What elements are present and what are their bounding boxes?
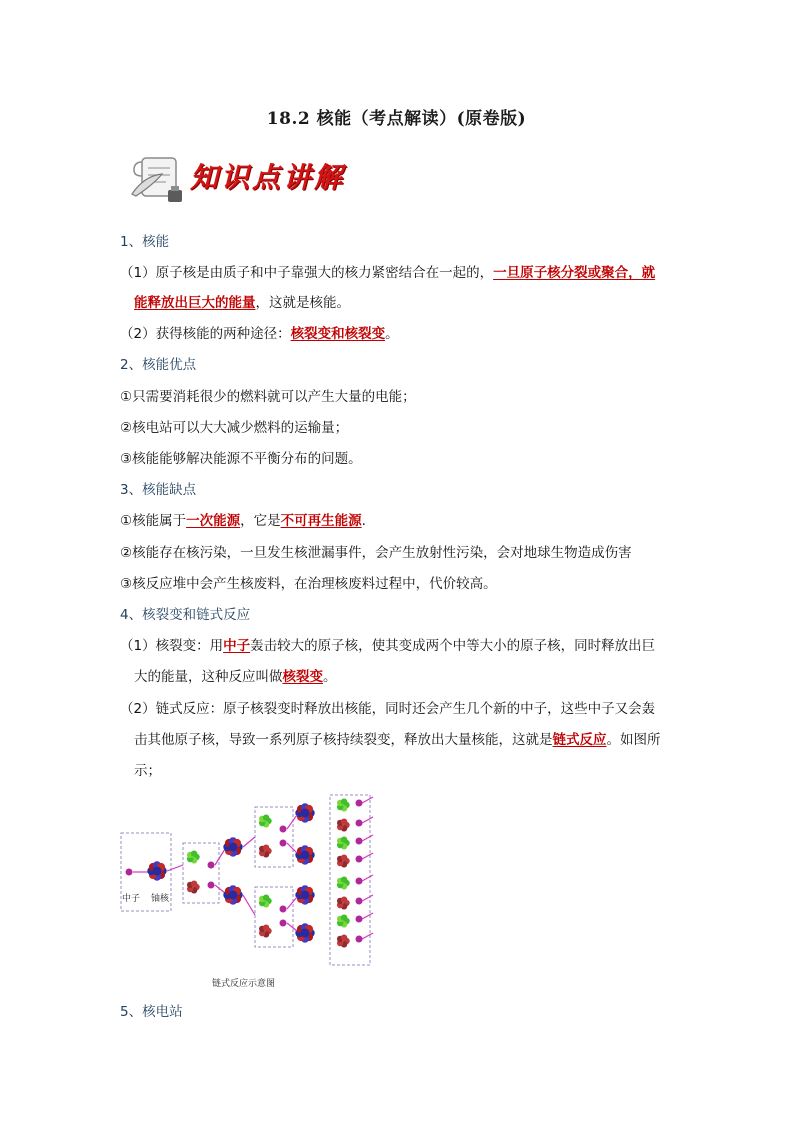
text: （1）核裂变：用	[120, 638, 224, 654]
text: （2）获得核能的两种途径：	[120, 326, 291, 342]
scroll-quill-icon	[128, 150, 190, 206]
text: 轰击较大的原子核，使其变成两个中等大小的原子核，同时释放出巨	[250, 638, 656, 654]
list-item: ①只需要消耗很少的燃料就可以产生大量的电能；	[120, 389, 416, 405]
arrow	[287, 843, 297, 853]
fragment-particle	[263, 924, 269, 930]
arrow	[215, 885, 225, 893]
paragraph-4-2: （2）链式反应：原子核裂变时释放出核能，同时还会产生几个新的中子，这些中子又会轰	[120, 701, 656, 717]
neutron	[280, 826, 287, 833]
text: 。如图所	[606, 732, 661, 748]
list-item	[120, 509, 366, 529]
fragment-particle	[341, 934, 347, 940]
text: .	[361, 513, 366, 529]
diagram-caption: 链式反应示意图	[212, 979, 276, 989]
arrow	[362, 933, 373, 939]
nucleus-core	[229, 891, 238, 900]
list-item: ②核能存在核污染，一旦发生核泄漏事件，会产生放射性污染，会对地球生物造成伤害	[120, 545, 632, 561]
arrow	[287, 923, 297, 931]
arrow	[243, 895, 255, 915]
arrow	[287, 897, 297, 909]
paragraph-4-2-cont	[134, 728, 661, 748]
section-heading-3: 3、核能缺点	[120, 482, 197, 498]
highlight-text: 核裂变和核裂变	[290, 326, 386, 342]
arrow	[362, 913, 373, 919]
neutron	[356, 936, 363, 943]
list-item: ②核电站可以大大减少燃料的运输量；	[120, 420, 349, 436]
arrow	[362, 875, 373, 881]
neutron	[208, 882, 215, 889]
nucleus-core	[301, 891, 310, 900]
paragraph-4-2-end: 示；	[134, 763, 161, 779]
text: 。	[385, 326, 399, 342]
dashed-frame	[255, 807, 293, 867]
dashed-frame	[183, 843, 219, 903]
section-heading-2: 2、核能优点	[120, 357, 197, 373]
nucleus-core	[301, 929, 310, 938]
neutron	[356, 800, 363, 807]
highlight-text: 一旦原子核分裂或聚合，就	[493, 265, 656, 281]
fragment-particle	[263, 814, 269, 820]
section-heading-1: 1、核能	[120, 234, 170, 250]
highlight-text: 能释放出巨大的能量	[134, 295, 256, 311]
neutron	[356, 878, 363, 885]
paragraph-4-1-cont	[134, 665, 337, 685]
nucleus-core	[301, 809, 310, 818]
section-heading-5: 5、核电站	[120, 1004, 183, 1020]
banner-title: 知识点讲解	[190, 161, 346, 194]
nucleus-core	[153, 867, 162, 876]
neutron	[356, 916, 363, 923]
text: 击其他原子核，导致一系列原子核持续裂变，释放出大量核能，这就是	[134, 732, 553, 748]
highlight-text: 中子	[223, 638, 251, 654]
text: ，这就是核能。	[255, 295, 350, 311]
neutron	[356, 856, 363, 863]
neutron	[280, 920, 287, 927]
neutron-label: 中子	[122, 894, 141, 904]
fragment-particle	[191, 850, 197, 856]
fragment-particle	[263, 844, 269, 850]
text: （1）原子核是由质子和中子靠强大的核力紧密结合在一起的，	[120, 265, 494, 281]
arrow	[362, 817, 373, 823]
text: 。	[323, 669, 337, 685]
highlight-text: 一次能源	[186, 513, 241, 529]
neutron	[356, 838, 363, 845]
neutron	[280, 906, 287, 913]
highlight-text: 链式反应	[552, 732, 607, 748]
fragment-particle	[263, 894, 269, 900]
highlight-text: 核裂变	[282, 669, 323, 685]
fragment-particle	[341, 836, 347, 842]
neutron	[356, 898, 363, 905]
neutron	[356, 820, 363, 827]
arrow	[167, 865, 183, 871]
nucleus-core	[301, 851, 310, 860]
text: ①核能属于	[120, 513, 187, 529]
dashed-frame	[255, 887, 293, 947]
chain-reaction-diagram	[115, 785, 395, 975]
arrow	[362, 835, 373, 841]
fragment-particle	[341, 896, 347, 902]
arrow	[362, 895, 373, 901]
nucleus-core	[229, 843, 238, 852]
uranium-label: 铀核	[151, 894, 170, 904]
paragraph-1-1	[120, 261, 655, 281]
text: ，它是	[240, 513, 281, 529]
neutron	[208, 862, 215, 869]
highlight-text: 不可再生能源	[280, 513, 362, 529]
text: 大的能量，这种反应叫做	[134, 669, 283, 685]
arrow	[362, 797, 373, 803]
arrow	[287, 815, 297, 829]
neutron	[280, 840, 287, 847]
arrow	[362, 853, 373, 859]
fragment-particle	[341, 854, 347, 860]
fragment-particle	[191, 880, 197, 886]
arrow	[243, 837, 255, 847]
arrow	[215, 849, 225, 865]
paragraph-1-2	[120, 322, 399, 342]
list-item: ③核能能够解决能源不平衡分布的问题。	[120, 451, 362, 467]
fragment-particle	[341, 818, 347, 824]
fragment-particle	[341, 914, 347, 920]
neutron	[126, 869, 133, 876]
fragment-particle	[341, 798, 347, 804]
section-heading-4: 4、核裂变和链式反应	[120, 607, 251, 623]
list-item: ③核反应堆中会产生核废料，在治理核废料过程中，代价较高。	[120, 576, 497, 592]
fragment-particle	[341, 876, 347, 882]
paragraph-1-1-cont	[134, 291, 350, 311]
paragraph-4-1	[120, 634, 655, 654]
page-title: 18.2 核能（考点解读）(原卷版)	[266, 109, 527, 129]
